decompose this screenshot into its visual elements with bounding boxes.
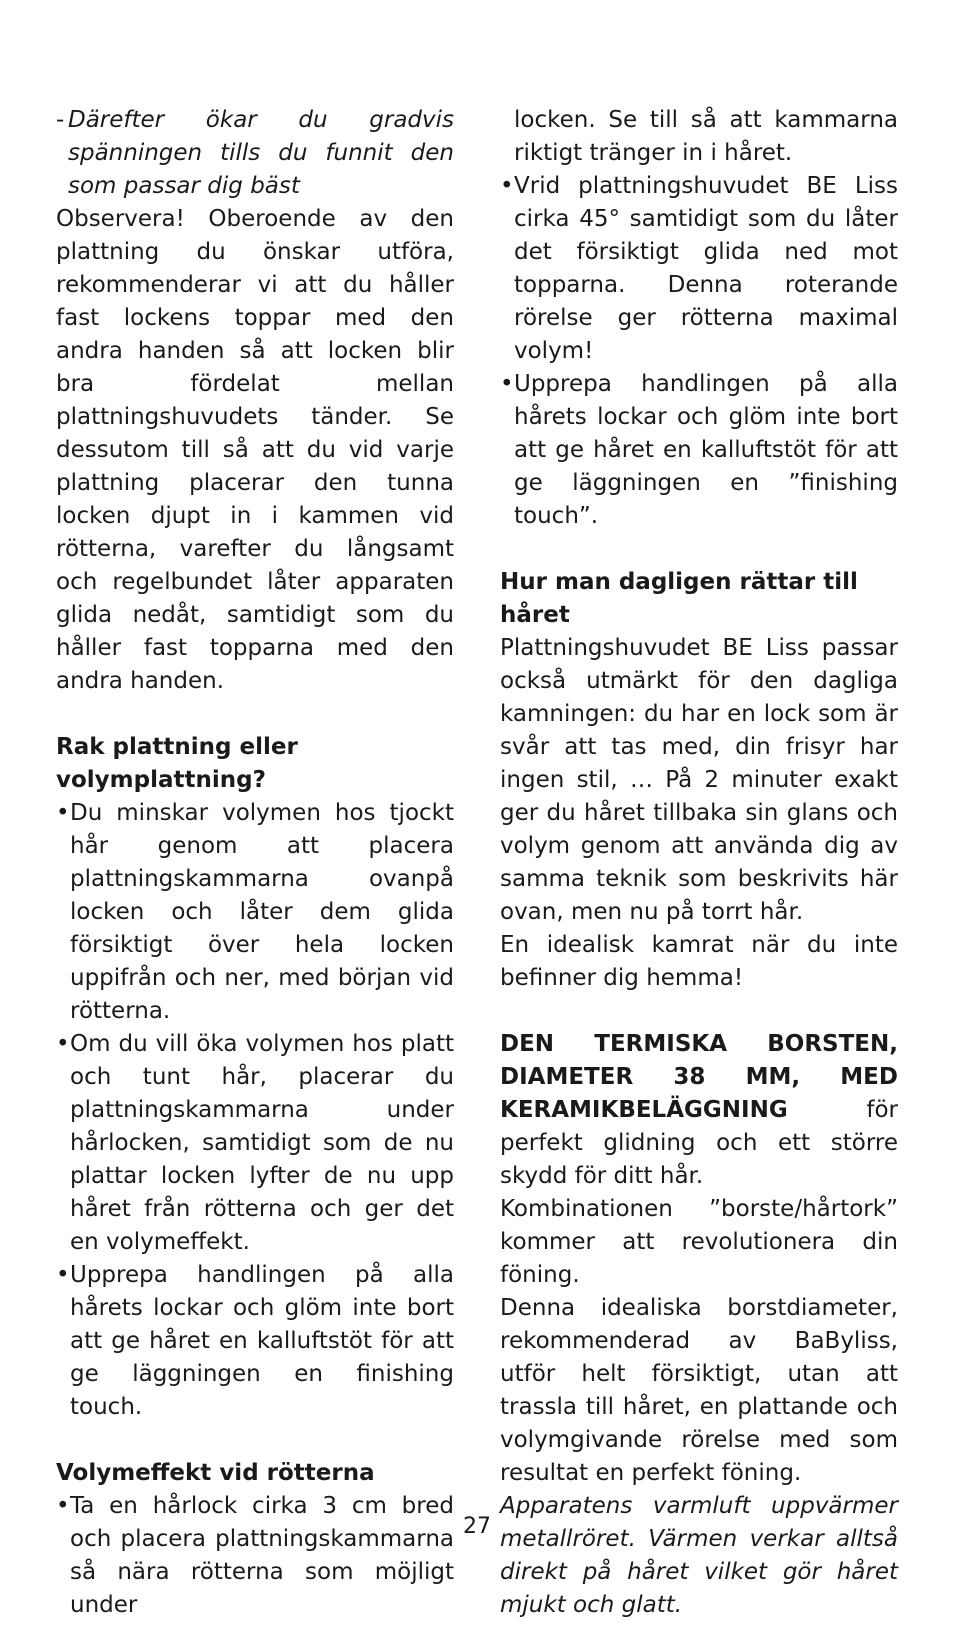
brush-heading: DEN TERMISKA BORSTEN, DIAMETER 38 MM, MED KERAMIKBELÄGGNING	[500, 1031, 898, 1123]
warm-air-paragraph: Apparatens varmluft uppvärmer metallröret. Värmen verkar alltså direkt på håret vilket gör håret mjukt och glatt.	[500, 1493, 898, 1618]
bullet-item: • Vrid plattningshuvudet BE Liss cirka 45° samtidigt som du låter det försiktigt glida ned mot topparna. Denna roterande rörelse ger rötterna maximal volym!	[500, 170, 898, 368]
intro-dash-item: - Därefter ökar du gradvis spänningen tills du funnit den som passar dig bäst	[56, 104, 454, 203]
heading-volymeffekt: Volymeffekt vid rötterna	[56, 1460, 375, 1486]
bullet-item: • Upprepa handlingen på alla hårets lockar och glöm inte bort att ge håret en kalluftstöt för att ge läggningen en ”finishing touch”.	[500, 368, 898, 533]
brush-paragraph	[500, 1028, 898, 1193]
left-column	[56, 104, 454, 1622]
heading-rak-plattning: Rak plattning eller volymplattning?	[56, 734, 298, 793]
diameter-paragraph: Denna idealiska borstdiameter, rekommenderad av BaByliss, utför helt försiktigt, utan att trassla till håret, en plattande och volymgivande rörelse med som resultat en perfekt föning.	[500, 1295, 898, 1486]
spacer	[500, 995, 898, 1028]
right-column	[500, 104, 898, 1622]
bullet-item: • Ta en hårlock cirka 3 cm bred och placera plattningskammarna så nära rötterna som möjligt under	[56, 1490, 454, 1622]
spacer	[56, 698, 454, 731]
page-number: 27	[463, 1514, 491, 1539]
ideal-paragraph: En idealisk kamrat när du inte befinner dig hemma!	[500, 932, 898, 991]
spacer	[500, 533, 898, 566]
bullet-continuation: locken. Se till så att kammarna riktigt tränger in i håret.	[514, 107, 898, 166]
brush-text: för perfekt glidning och ett större skydd för ditt hår.	[500, 1097, 898, 1189]
spacer	[56, 1424, 454, 1457]
bullet-item: • Om du vill öka volymen hos platt och tunt hår, placerar du plattningskammarna under hårlocken, samtidigt som de nu plattar locken lyfter de nu upp håret från rötterna och ger det en volymeffekt.	[56, 1028, 454, 1259]
daily-paragraph: Plattningshuvudet BE Liss passar också utmärkt för den dagliga kamningen: du har en lock som är svår att tas med, din frisyr har ingen stil, … På 2 minuter exakt ger du håret tillbaka sin glans och volym genom att använda dig av samma teknik som beskrivits här ovan, men nu på torrt hår.	[500, 635, 898, 925]
bullet-item: • Du minskar volymen hos tjockt hår genom att placera plattningskammarna ovanpå locken och låter dem glida försiktigt över hela locken uppifrån och ner, med början vid rötterna.	[56, 797, 454, 1028]
heading-dagligen: Hur man dagligen rättar till håret	[500, 569, 858, 628]
combination-paragraph: Kombinationen ”borste/hårtork” kommer att revolutionera din föning.	[500, 1196, 898, 1288]
observera-paragraph: Observera! Oberoende av den plattning du önskar utföra, rekommenderar vi att du håller fast lockens toppar med den andra handen så att locken blir bra fördelat mellan plattningshuvudets tänder. Se dessutom till så att du vid varje plattning placerar den tunna locken djupt in i kammen vid rötterna, varefter du långsamt och regelbundet låter apparaten glida nedåt, samtidigt som du håller fast topparna med den andra handen.	[56, 206, 454, 694]
bullet-item: • Upprepa handlingen på alla hårets lockar och glöm inte bort att ge håret en kalluftstöt för att ge läggningen en finishing touch.	[56, 1259, 454, 1424]
